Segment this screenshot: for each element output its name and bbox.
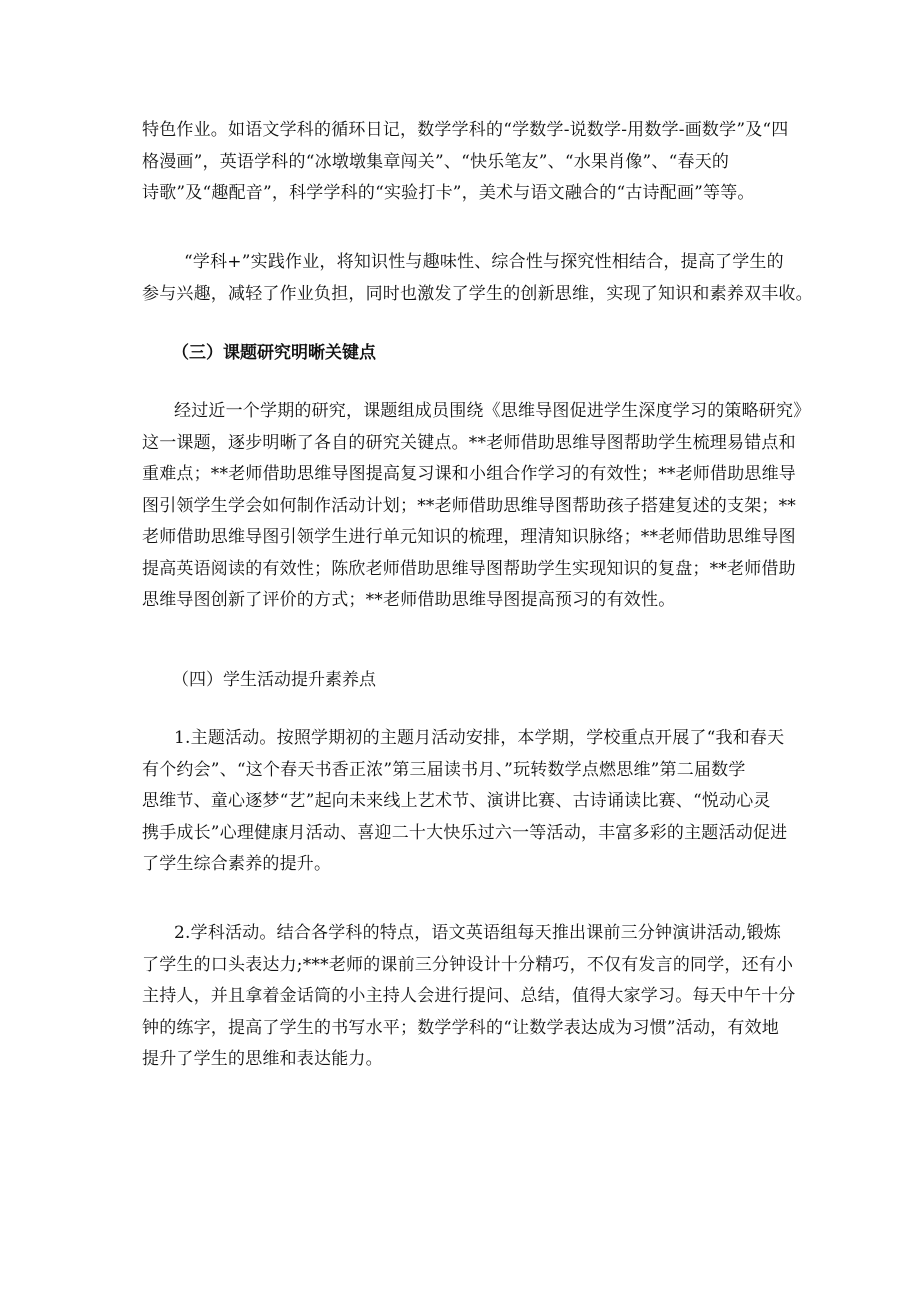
text-line: 提高英语阅读的有效性；陈欣老师借助思维导图帮助学生实现知识的复盘；**老师借助 [142, 558, 796, 579]
text-line: 这一课题，逐步明晰了各自的研究关键点。**老师借助思维导图帮助学生梳理易错点和 [142, 432, 796, 453]
paragraph-subject-activities [142, 918, 802, 1076]
section-heading-3: （三）课题研究明晰关键点 [172, 343, 376, 363]
paragraph-theme-activities [142, 723, 802, 881]
text-line: 老师借助思维导图引领学生进行单元知识的梳理，理清知识脉络；**老师借助思维导图 [142, 527, 796, 547]
text-line: 有个约会”、“这个春天书香正浓”第三届读书月、”玩转数学点燃思维”第二届数学 [142, 759, 746, 780]
text-line: 了学生的口头表达力;***老师的课前三分钟设计十分精巧，不仅有发言的同学，还有小 [142, 954, 794, 975]
text-line: 提升了学生的思维和表达能力。 [142, 1049, 383, 1069]
text-line: 2.学科活动。结合各学科的特点，语文英语组每天推出课前三分钟演讲活动,锻炼 [174, 923, 782, 943]
text-line: 特色作业。如语文学科的循环日记，数学学科的“学数学-说数学-用数学-画数学”及“四 [142, 120, 789, 140]
text-line: 钟的练字，提高了学生的书写水平；数学学科的“让数学表达成为习惯”活动，有效地 [142, 1017, 779, 1038]
text-line: 1.主题活动。按照学期初的主题月活动安排，本学期，学校重点开展了“我和春天 [174, 728, 785, 748]
paragraph-research-keypoints [142, 396, 811, 617]
text-line: 重难点；**老师借助思维导图提高复习课和小组合作学习的有效性；**老师借助思维导 [142, 464, 796, 484]
text-line: 思维节、童心逐梦“艺”起向未来线上艺术节、演讲比赛、古诗诵读比赛、“悦动心灵 [142, 791, 771, 811]
text-line: 参与兴趣，减轻了作业负担，同时也激发了学生的创新思维，实现了知识和素养双丰收。 [142, 283, 813, 304]
text-line: “学科+”实践作业，将知识性与趣味性、综合性与探究性相结合，提高了学生的 [184, 252, 784, 272]
paragraph-practice-homework [142, 247, 813, 310]
text-line: 携手成长”心理健康月活动、喜迎二十大快乐过六一等活动，丰富多彩的主题活动促进 [142, 822, 788, 843]
text-line: 了学生综合素养的提升。 [142, 854, 332, 874]
text-line: 主持人，并且拿着金话筒的小主持人会进行提问、总结，值得大家学习。每天中午十分 [142, 986, 796, 1006]
text-line: 格漫画”，英语学科的“冰墩墩集章闯关”、“快乐笔友”、“水果肖像”、“春天的 [142, 151, 730, 172]
text-line: 诗歌”及“趣配音”，科学学科的“实验打卡”，美术与语文融合的“古诗配画”等等。 [142, 183, 755, 203]
text-line: 经过近一个学期的研究，课题组成员围绕《思维导图促进学生深度学习的策略研究》 [174, 401, 811, 421]
text-line: 思维导图创新了评价的方式；**老师借助思维导图提高预习的有效性。 [142, 590, 676, 610]
text-line: 图引领学生学会如何制作活动计划；**老师借助思维导图帮助孩子搭建复述的支架；** [142, 495, 796, 516]
section-heading-4: （四）学生活动提升素养点 [172, 670, 376, 690]
paragraph-homework-examples [142, 115, 802, 210]
